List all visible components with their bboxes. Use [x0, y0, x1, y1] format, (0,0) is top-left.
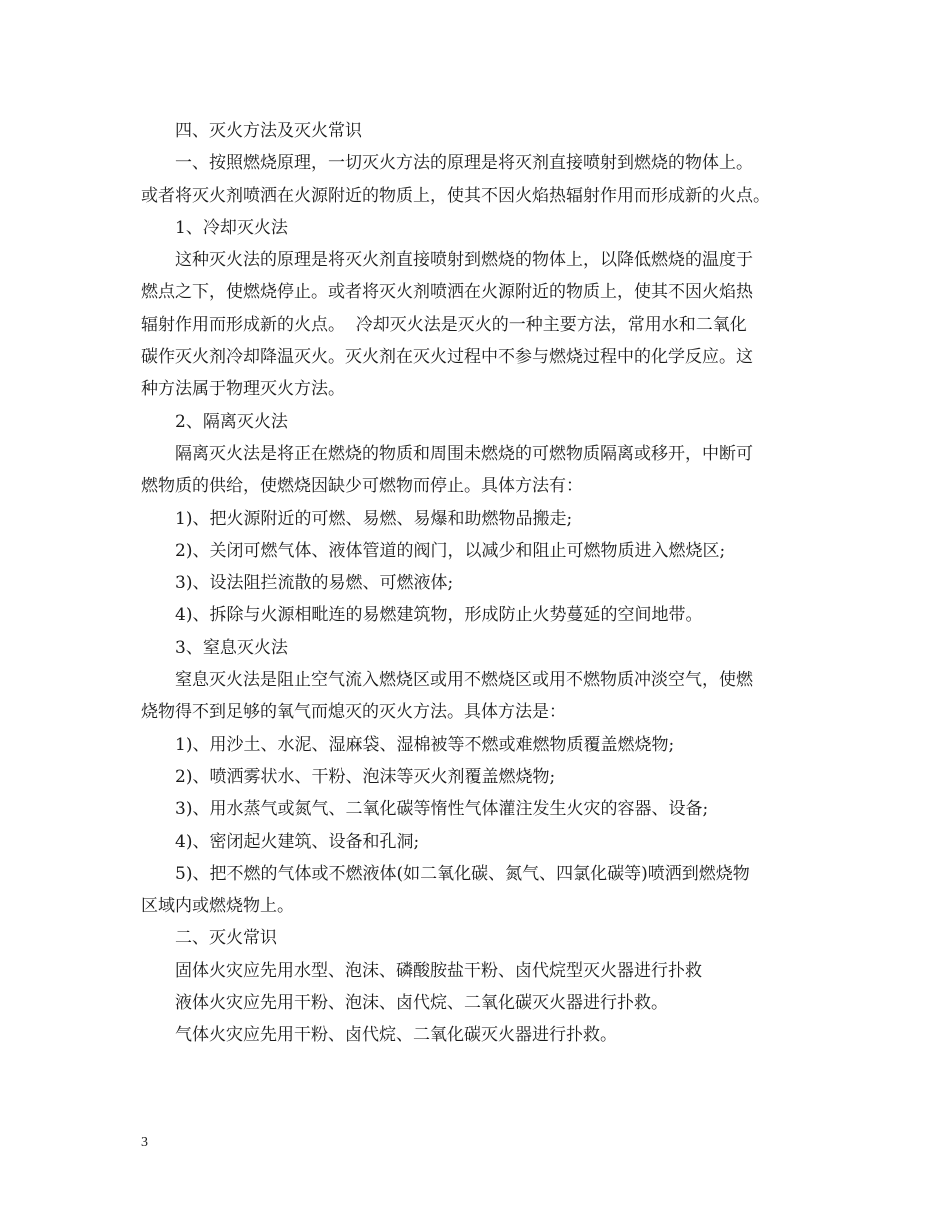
page-number: 3 [141, 1135, 148, 1150]
section-heading: 二、灭火常识 [175, 928, 277, 949]
list-item: 1)、把火源附近的可燃、易燃、易爆和助燃物品搬走; [175, 508, 573, 529]
paragraph-line: 碳作灭火剂冷却降温灭火。灭火剂在灭火过程中不参与燃烧过程中的化学反应。这 [141, 347, 753, 368]
subsection-heading: 2、隔离灭火法 [175, 411, 288, 432]
paragraph-line: 这种灭火法的原理是将灭火剂直接喷射到燃烧的物体上，以降低燃烧的温度于 [175, 250, 753, 271]
section-heading: 四、灭火方法及灭火常识 [175, 121, 362, 141]
paragraph-line: 烧物得不到足够的氧气而熄灭的灭火方法。具体方法是： [141, 702, 566, 723]
paragraph-line: 固体火灾应先用水型、泡沫、磷酸胺盐干粉、卤代烷型灭火器进行扑救 [175, 960, 702, 981]
list-item: 2)、喷洒雾状水、干粉、泡沫等灭火剂覆盖燃烧物; [175, 766, 556, 787]
paragraph-line: 隔离灭火法是将正在燃烧的物质和周围未燃烧的可燃物质隔离或移开，中断可 [175, 443, 753, 464]
paragraph-line: 区域内或燃烧物上。 [141, 896, 294, 917]
list-item: 5)、把不燃的气体或不燃液体(如二氧化碳、氮气、四氯化碳等)喷洒到燃烧物 [175, 863, 750, 884]
list-item: 3)、用水蒸气或氮气、二氧化碳等惰性气体灌注发生火灾的容器、设备; [175, 799, 709, 820]
paragraph-line: 燃物质的供给，使燃烧因缺少可燃物而停止。具体方法有： [141, 476, 583, 497]
paragraph-line: 燃点之下，使燃烧停止。或者将灭火剂喷洒在火源附近的物质上，使其不因火焰热 [141, 282, 753, 303]
list-item: 4)、拆除与火源相毗连的易燃建筑物，形成防止火势蔓延的空间地带。 [175, 605, 703, 626]
paragraph-line: 一、按照燃烧原理，一切灭火方法的原理是将灭剂直接喷射到燃烧的物体上。 [175, 153, 753, 174]
subsection-heading: 1、冷却灭火法 [175, 217, 288, 238]
list-item: 3)、设法阻拦流散的易燃、可燃液体; [175, 573, 454, 594]
paragraph-line: 或者将灭火剂喷洒在火源附近的物质上，使其不因火焰热辐射作用而形成新的火点。 [141, 185, 770, 206]
subsection-heading: 3、窒息灭火法 [175, 637, 288, 658]
paragraph-line: 气体火灾应先用干粉、卤代烷、二氧化碳灭火器进行扑救。 [175, 1025, 617, 1046]
paragraph-line: 窒息灭火法是阻止空气流入燃烧区或用不燃烧区或用不燃物质冲淡空气，使燃 [175, 670, 753, 691]
list-item: 1)、用沙土、水泥、湿麻袋、湿棉被等不燃或难燃物质覆盖燃烧物; [175, 734, 675, 755]
paragraph-line: 种方法属于物理灭火方法。 [141, 379, 345, 400]
list-item: 2)、关闭可燃气体、液体管道的阀门，以减少和阻止可燃物质进入燃烧区; [175, 540, 726, 561]
document-body [141, 115, 813, 1052]
paragraph-line: 辐射作用而形成新的火点。 冷却灭火法是灭火的一种主要方法，常用水和二氧化 [141, 314, 747, 335]
list-item: 4)、密闭起火建筑、设备和孔洞; [175, 831, 420, 852]
paragraph-line: 液体火灾应先用干粉、泡沫、卤代烷、二氧化碳灭火器进行扑救。 [175, 993, 668, 1014]
